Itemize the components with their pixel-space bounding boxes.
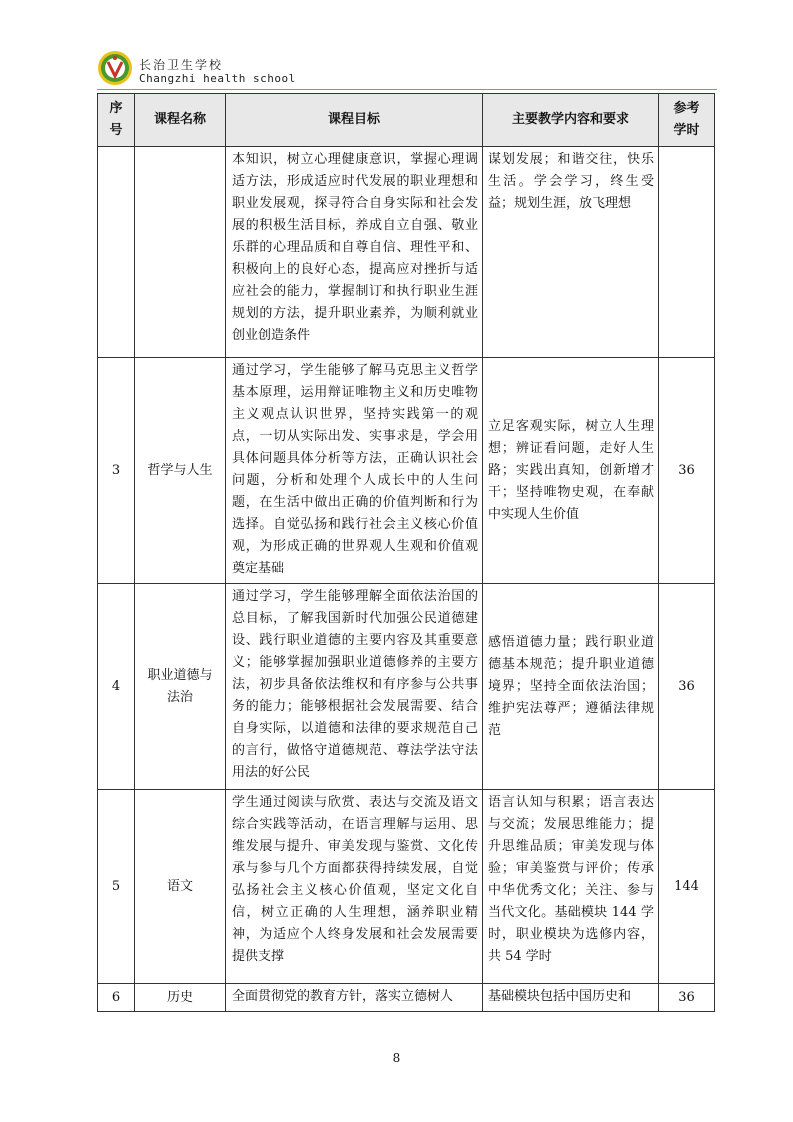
cell-hours: 36 bbox=[659, 358, 715, 584]
table-row bbox=[98, 790, 715, 984]
page-number: 8 bbox=[392, 1051, 401, 1065]
table-header-row bbox=[98, 94, 715, 147]
cell-hours: 36 bbox=[659, 584, 715, 790]
table-row bbox=[98, 147, 715, 358]
cell-content: 语言认知与积累；语言表达与交流；发展思维能力；提升思维品质；审美发现与体验；审美鉴赏与评价；传承中华优秀文化；关注、参与当代文化。基础模块 144 学时，职业模块为选修内容，共 54 学时 bbox=[483, 790, 659, 984]
header-divider bbox=[97, 89, 717, 90]
cell-content: 感悟道德力量；践行职业道德基本规范；提升职业道德境界；坚持全面依法治国；维护宪法尊严；遵循法律规范 bbox=[483, 584, 659, 790]
cell-goal: 通过学习，学生能够理解全面依法治国的总目标，了解我国新时代加强公民道德建设、践行职业道德的主要内容及其重要意义；能够掌握加强职业道德修养的主要方法，初步具备依法维权和有序参与公共事务的能力；能够根据社会发展需要、结合自身实际，以道德和法律的要求规范自己的言行，做恪守道德规范、尊法学法守法用法的好公民 bbox=[226, 584, 483, 790]
cell-no: 4 bbox=[98, 584, 135, 790]
cell-content: 基础模块包括中国历史和 bbox=[483, 984, 659, 1012]
col-header-no: 序号 bbox=[98, 94, 135, 147]
col-header-hours: 参考学时 bbox=[659, 94, 715, 147]
cell-no bbox=[98, 147, 135, 358]
cell-hours bbox=[659, 147, 715, 358]
cell-name: 语文 bbox=[135, 790, 226, 984]
course-table bbox=[97, 93, 715, 1012]
cell-goal: 学生通过阅读与欣赏、表达与交流及语文综合实践等活动，在语言理解与运用、思维发展与提升、审美发现与鉴赏、文化传承与参与几个方面都获得持续发展，自觉弘扬社会主义核心价值观，坚定文化自信，树立正确的人生理想，涵养职业精神，为适应个人终身发展和社会发展需要提供支撑 bbox=[226, 790, 483, 984]
school-name-en: Changzhi health school bbox=[139, 72, 296, 85]
cell-name: 历史 bbox=[135, 984, 226, 1012]
cell-no: 3 bbox=[98, 358, 135, 584]
cell-content: 立足客观实际，树立人生理想；辨证看问题，走好人生路；实践出真知，创新增才干；坚持唯物史观，在奉献中实现人生价值 bbox=[483, 358, 659, 584]
cell-goal: 本知识，树立心理健康意识，掌握心理调适方法，形成适应时代发展的职业理想和职业发展观，探寻符合自身实际和社会发展的积极生活目标，养成自立自强、敬业乐群的心理品质和自尊自信、理性平和、积极向上的良好心态，提高应对挫折与适应社会的能力，掌握制订和执行职业生涯规划的方法，提升职业素养，为顺利就业创业创造条件 bbox=[226, 147, 483, 358]
school-logo-icon bbox=[97, 50, 133, 86]
cell-goal: 通过学习，学生能够了解马克思主义哲学基本原理，运用辩证唯物主义和历史唯物主义观点认识世界，坚持实践第一的观点，一切从实际出发、实事求是，学会用具体问题具体分析等方法，正确认识社会问题，分析和处理个人成长中的人生问题，在生活中做出正确的价值判断和行为选择。自觉弘扬和践行社会主义核心价值观，为形成正确的世界观人生观和价值观奠定基础 bbox=[226, 358, 483, 584]
col-header-goal: 课程目标 bbox=[226, 94, 483, 147]
cell-goal: 全面贯彻党的教育方针，落实立德树人 bbox=[226, 984, 483, 1012]
cell-hours: 36 bbox=[659, 984, 715, 1012]
col-header-content: 主要教学内容和要求 bbox=[483, 94, 659, 147]
cell-name: 哲学与人生 bbox=[135, 358, 226, 584]
table-row bbox=[98, 984, 715, 1012]
cell-name bbox=[135, 147, 226, 358]
cell-no: 6 bbox=[98, 984, 135, 1012]
page-header bbox=[97, 50, 717, 90]
cell-name: 职业道德与法治 bbox=[135, 584, 226, 790]
cell-hours: 144 bbox=[659, 790, 715, 984]
table-row bbox=[98, 358, 715, 584]
table-row bbox=[98, 584, 715, 790]
cell-no: 5 bbox=[98, 790, 135, 984]
col-header-name: 课程名称 bbox=[135, 94, 226, 147]
cell-content: 谋划发展；和谐交往，快乐生活。学会学习，终生受益；规划生涯，放飞理想 bbox=[483, 147, 659, 358]
school-name-cn: 长治卫生学校 bbox=[139, 58, 224, 72]
